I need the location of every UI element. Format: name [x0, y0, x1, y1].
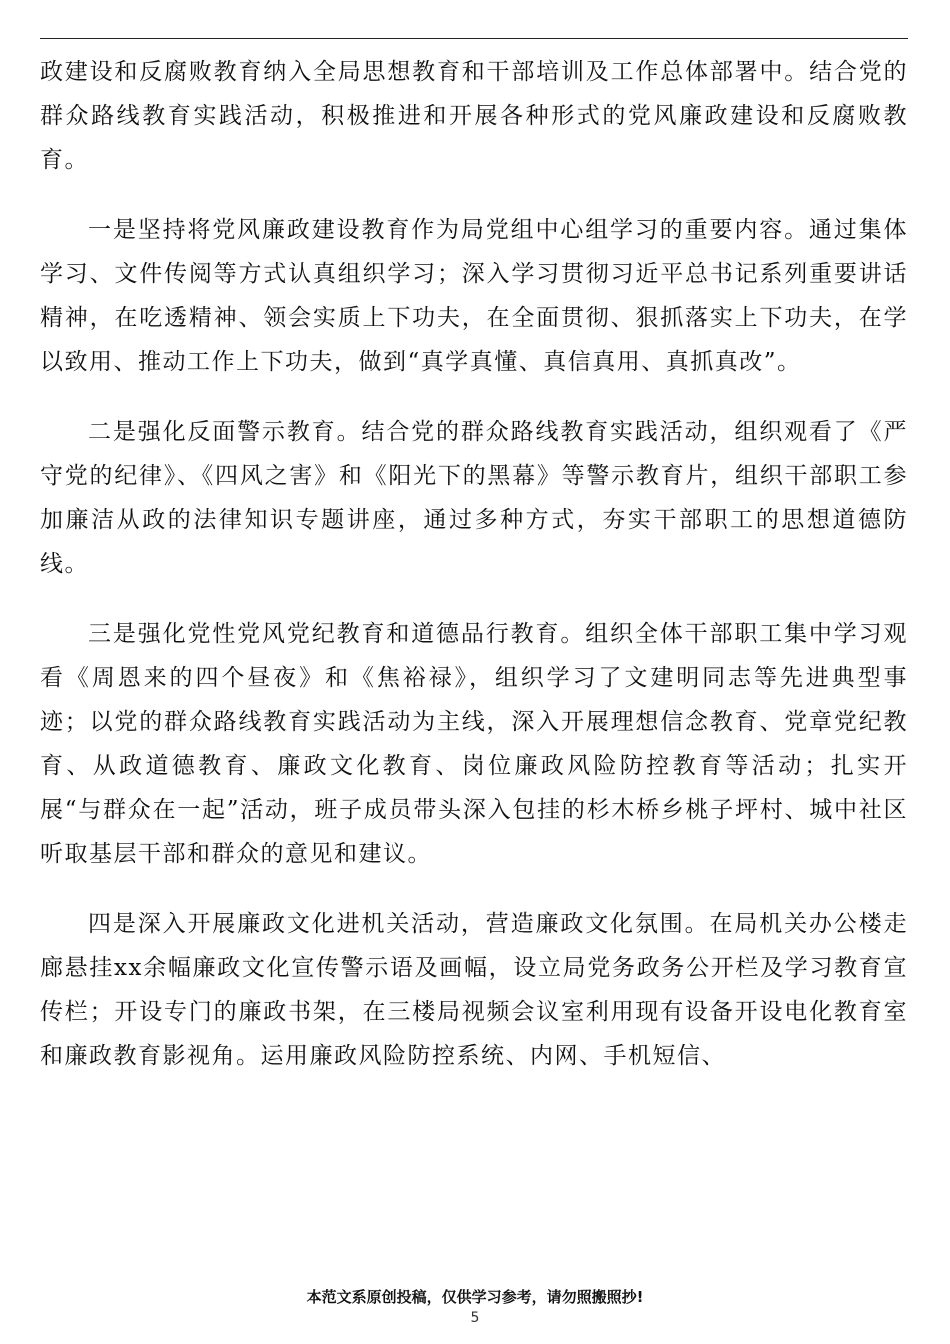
paragraph-continuation: 政建设和反腐败教育纳入全局思想教育和干部培训及工作总体部署中。结合党的群众路线教育实践活动，积极推进和开展各种形式的党风廉政建设和反腐败教育。 [40, 59, 908, 173]
document-body [40, 50, 908, 1078]
header-rule [40, 38, 908, 39]
paragraph-item-two: 二是强化反面警示教育。结合党的群众路线教育实践活动，组织观看了《严守党的纪律》、《四风之害》和《阳光下的黑幕》等警示教育片，组织干部职工参加廉洁从政的法律知识专题讲座，通过多种方式，夯实干部职工的思想道德防线。 [40, 419, 908, 577]
paragraph-item-three: 三是强化党性党风党纪教育和道德品行教育。组织全体干部职工集中学习观看《周恩来的四个昼夜》和《焦裕禄》，组织学习了文建明同志等先进典型事迹；以党的群众路线教育实践活动为主线，深入开展理想信念教育、党章党纪教育、从政道德教育、廉政文化教育、岗位廉政风险防控教育等活动；扎实开展“与群众在一起”活动，班子成员带头深入包挂的杉木桥乡桃子坪村、城中社区听取基层干部和群众的意见和建议。 [40, 621, 908, 867]
paragraph-item-one: 一是坚持将党风廉政建设教育作为局党组中心组学习的重要内容。通过集体学习、文件传阅等方式认真组织学习；深入学习贯彻习近平总书记系列重要讲话精神，在吃透精神、领会实质上下功夫，在全面贯彻、狠抓落实上下功夫，在学以致用、推动工作上下功夫，做到“真学真懂、真信真用、真抓真改”。 [40, 217, 908, 375]
paragraph-item-four: 四是深入开展廉政文化进机关活动，营造廉政文化氛围。在局机关办公楼走廊悬挂xx余幅廉政文化宣传警示语及画幅，设立局党务政务公开栏及学习教育宣传栏；开设专门的廉政书架，在三楼局视频会议室利用现有设备开设电化教育室和廉政教育影视角。运用廉政风险防控系统、内网、手机短信、 [40, 911, 908, 1069]
footer-notice: 本范文系原创投稿，仅供学习参考，请勿照搬照抄! [306, 1288, 644, 1306]
page-number: 5 [470, 1310, 480, 1326]
